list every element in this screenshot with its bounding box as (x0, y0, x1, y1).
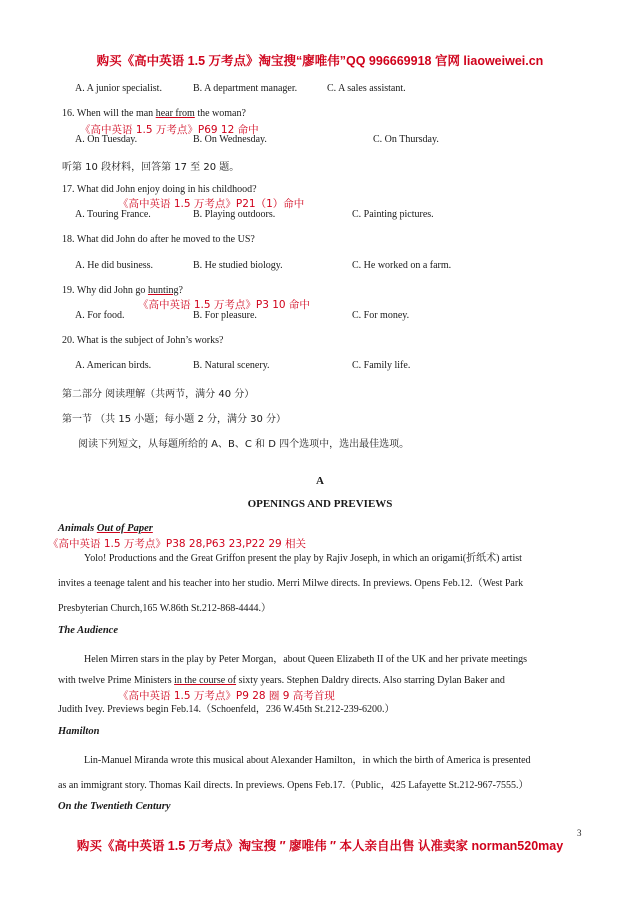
q16-option-b: B. On Wednesday. (193, 134, 267, 145)
passage-letter: A (316, 475, 324, 487)
q18-option-a: A. He did business. (75, 260, 154, 271)
q20-option-c: C. Family life. (352, 360, 411, 371)
animals-title-pre: Animals (58, 523, 97, 534)
q16-note: 《高中英语 1.5 万考点》P69 12 命中 (80, 124, 259, 136)
q19-option-b: B. For pleasure. (193, 310, 257, 321)
q17-option-a: A. Touring France. (75, 209, 151, 220)
hamilton-title: Hamilton (58, 726, 100, 737)
q19-note: 《高中英语 1.5 万考点》P3 10 命中 (138, 299, 310, 311)
q17-question: 17. What did John enjoy doing in his childhood? (62, 184, 257, 195)
passage-title: OPENINGS AND PREVIEWS (247, 498, 393, 510)
reading-instructions: 阅读下列短文，从每题所给的 A、B、C 和 D 四个选项中，选出最佳选项。 (78, 439, 410, 450)
animals-title (58, 523, 153, 534)
q17-note: 《高中英语 1.5 万考点》P21（1）命中 (118, 198, 305, 210)
audience-line-1: Helen Mirren stars in the play by Peter Morgan，about Queen Elizabeth II of the UK and her private meetings (84, 654, 528, 665)
page-number: 3 (577, 828, 582, 838)
q16-underlined: hear from (155, 108, 195, 119)
twentieth-century-title: On the Twentieth Century (58, 801, 171, 812)
q16-text-post: the woman? (194, 108, 246, 119)
q19-text-post: ? (178, 285, 183, 296)
q15-option-c: C. A sales assistant. (327, 83, 406, 94)
q15-option-b: B. A department manager. (193, 83, 298, 94)
q18-question: 18. What did John do after he moved to the US? (62, 234, 255, 245)
q16-text-pre: 16. When will the man (62, 108, 156, 119)
audience-note: 《高中英语 1.5 万考点》P9 28 圈 9 高考首现 (118, 690, 335, 702)
q20-question: 20. What is the subject of John’s works? (62, 335, 224, 346)
header-advertisement: 购买《高中英语 1.5 万考点》淘宝搜“廖唯伟”QQ 996669918 官网 liaoweiwei.cn (96, 54, 544, 68)
animals-title-underlined: Out of Paper (96, 523, 153, 534)
hamilton-line-1: Lin-Manuel Miranda wrote this musical about Alexander Hamilton，in which the birth of America is presented (84, 755, 531, 766)
audience-line-3: Judith Ivey. Previews begin Feb.14.（Schoenfeld，236 W.45th St.212-239-6200.） (58, 704, 395, 715)
q20-option-a: A. American birds. (75, 360, 152, 371)
q16-option-a: A. On Tuesday. (75, 134, 138, 145)
section10-instruction: 听第 10 段材料，回答第 17 至 20 题。 (62, 162, 240, 173)
part2-heading: 第二部分 阅读理解（共两节，满分 40 分） (62, 389, 255, 400)
q15-option-a: A. A junior specialist. (75, 83, 162, 94)
animals-line-3: Presbyterian Church,165 W.86th St.212-868-4444.） (58, 603, 272, 614)
q16-question (62, 108, 246, 119)
section1-heading: 第一节 （共 15 小题；每小题 2 分，满分 30 分） (62, 414, 287, 425)
animals-line-2: invites a teenage talent and his teacher into her studio. Merri Milwe directs. In previews. Opens Feb.12.（West Park (58, 578, 524, 589)
animals-line-1: Yolo! Productions and the Great Griffon present the play by Rajiv Joseph, in which an origami(折纸术) artist (84, 553, 522, 564)
q18-option-c: C. He worked on a farm. (352, 260, 452, 271)
hamilton-line-2: as an immigrant story. Thomas Kail directs. In previews. Opens Feb.17.（Public，425 Lafayette St.212-967-7555.） (58, 780, 529, 791)
q19-option-c: C. For money. (352, 310, 410, 321)
audience-line-2-post: sixty years. Stephen Daldry directs. Also starring Dylan Baker and (236, 675, 505, 686)
q20-option-b: B. Natural scenery. (193, 360, 270, 371)
audience-line-2-pre: with twelve Prime Ministers (58, 675, 175, 686)
audience-title: The Audience (58, 625, 118, 636)
animals-note: 《高中英语 1.5 万考点》P38 28,P63 23,P22 29 相关 (48, 538, 307, 550)
q17-option-c: C. Painting pictures. (352, 209, 434, 220)
audience-underlined: in the course of (174, 675, 237, 686)
q19-text-pre: 19. Why did John go (62, 285, 148, 296)
audience-line-2 (58, 675, 505, 686)
q17-option-b: B. Playing outdoors. (193, 209, 276, 220)
q18-option-b: B. He studied biology. (193, 260, 283, 271)
q19-option-a: A. For food. (75, 310, 125, 321)
footer-advertisement: 购买《高中英语 1.5 万考点》淘宝搜 ″ 廖唯伟 ″ 本人亲自出售 认准卖家 norman520may (76, 839, 564, 853)
q16-option-c: C. On Thursday. (373, 134, 439, 145)
q19-question (62, 285, 183, 296)
q19-underlined: hunting (147, 285, 179, 296)
